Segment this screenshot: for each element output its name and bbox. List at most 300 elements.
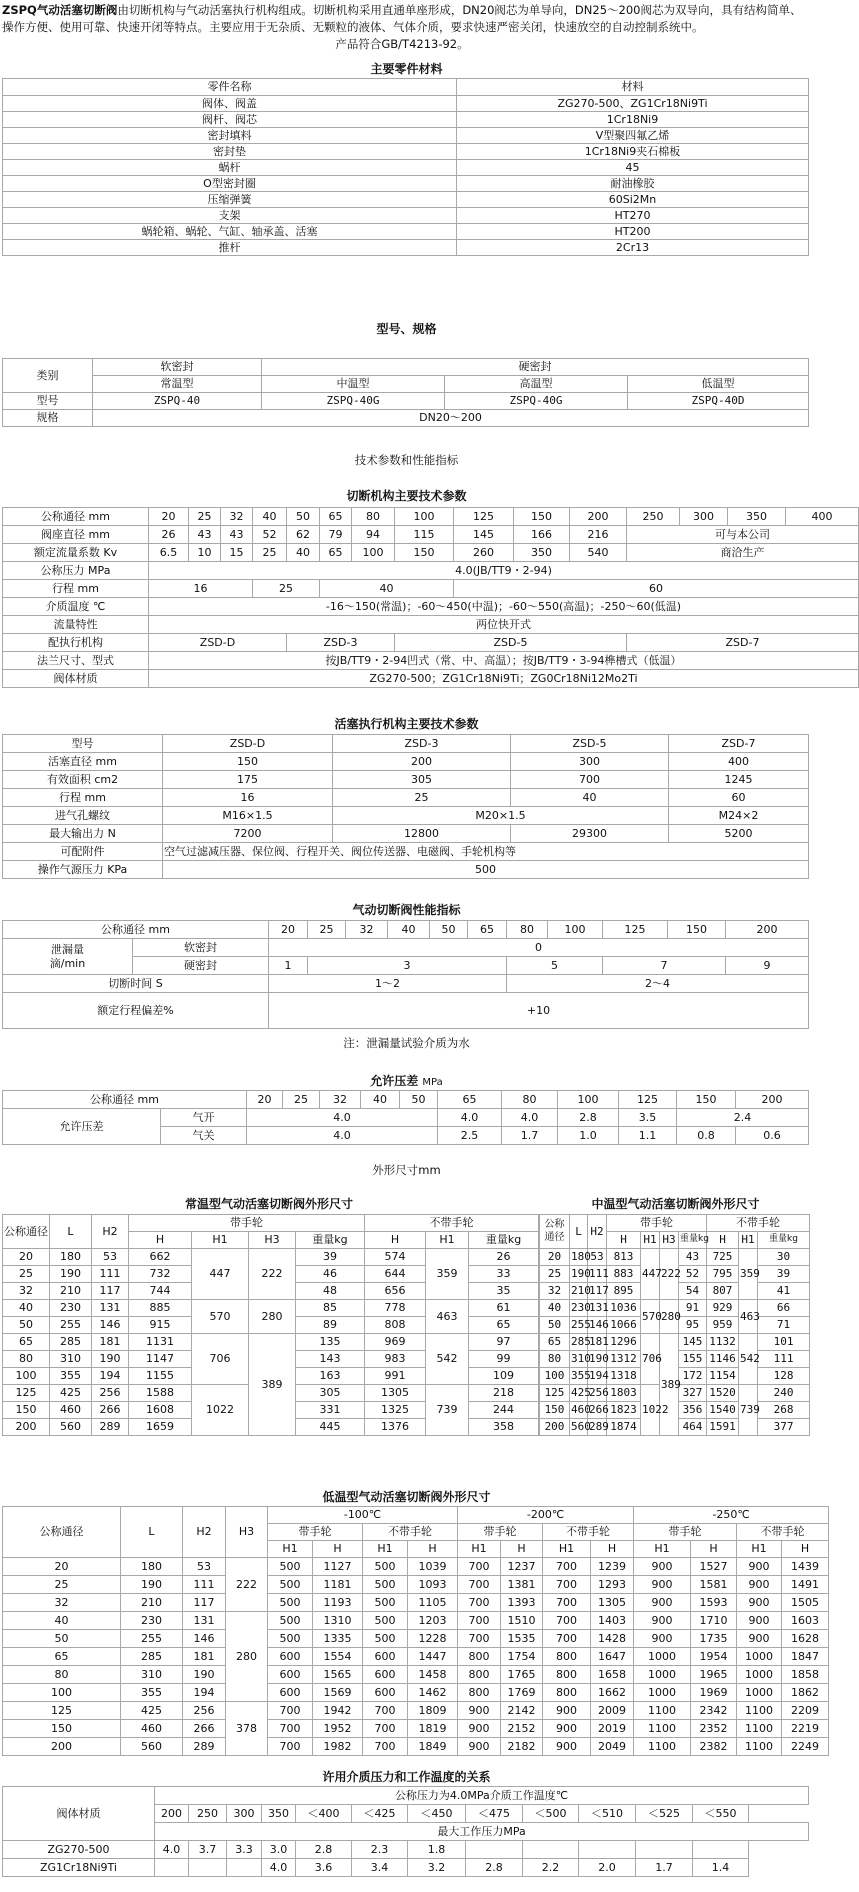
cut-consult-note: 可与本公司 <box>627 526 859 544</box>
pt-temp: ＜450 <box>408 1805 466 1823</box>
medium-H2: 190 <box>588 1351 607 1368</box>
normal-H1-nw: 542 <box>426 1334 469 1385</box>
air-open-6: 2.4 <box>677 1109 809 1127</box>
medium-dn: 65 <box>540 1334 570 1351</box>
model-medium: ZSPQ-40G <box>262 393 445 410</box>
parts-table <box>2 78 809 256</box>
cut-flow-label: 流量特性 <box>3 616 149 634</box>
low-dim-value: 1310 <box>313 1612 363 1630</box>
pt-relation-table <box>2 1786 809 1877</box>
low-dim-value: 700 <box>458 1594 501 1612</box>
pt-row1-value: 2.3 <box>352 1841 408 1859</box>
cut-material-label: 阀体材质 <box>3 670 149 688</box>
medium-H1-nw: 359 <box>739 1249 758 1300</box>
air-open-2: 4.0 <box>438 1109 502 1127</box>
normal-dn: 20 <box>3 1249 50 1266</box>
medium-H: 1066 <box>607 1317 641 1334</box>
normal-dn-header: 公称通径 <box>3 1215 50 1249</box>
model-label: 型号 <box>3 393 93 410</box>
allow-dn-value: 50 <box>400 1091 438 1109</box>
medium-H3-header: H3 <box>660 1232 679 1249</box>
medium-H2: 181 <box>588 1334 607 1351</box>
cut-dn-value: 50 <box>287 508 320 526</box>
normal-weight-nw: 99 <box>469 1351 539 1368</box>
normal-weight: 331 <box>296 1402 365 1419</box>
normal-L: 560 <box>50 1419 92 1436</box>
pt-row2-value: 3.4 <box>352 1859 408 1877</box>
pt-temp: ＜525 <box>636 1805 693 1823</box>
pt-row1-value: 4.0 <box>155 1841 189 1859</box>
pt-relation-title: 许用介质压力和工作温度的关系 <box>322 1770 491 1784</box>
performance-title: 气动切断阀性能指标 <box>352 903 461 917</box>
air-open-3: 4.0 <box>502 1109 558 1127</box>
low-dim-value: 700 <box>363 1702 408 1720</box>
normal-H2: 131 <box>92 1300 129 1317</box>
piston-area-label: 有效面积 cm2 <box>3 771 163 789</box>
cut-kv-value: 540 <box>570 544 627 562</box>
low-dn: 80 <box>3 1666 121 1684</box>
piston-accessories-label: 可配附件 <box>3 843 163 861</box>
low-dim-value: 1093 <box>408 1576 458 1594</box>
low-dim-value: 700 <box>268 1702 313 1720</box>
low-H2: 181 <box>183 1648 226 1666</box>
medium-H: 895 <box>607 1283 641 1300</box>
cut-dn-value: 250 <box>627 508 680 526</box>
allow-dn-value: 32 <box>320 1091 361 1109</box>
temp-medium: 中温型 <box>262 376 445 393</box>
low-dim-value: 600 <box>363 1648 408 1666</box>
piston-area-4: 1245 <box>669 771 809 789</box>
piston-force-2: 12800 <box>333 825 511 843</box>
normal-dn: 65 <box>3 1334 50 1351</box>
normal-H2: 111 <box>92 1266 129 1283</box>
low-dim-value: 1000 <box>634 1648 691 1666</box>
air-close-label: 气关 <box>161 1127 247 1145</box>
air-close-value: 1.1 <box>619 1127 677 1145</box>
models-title: 型号、规格 <box>376 322 437 336</box>
perf-dn-value: 100 <box>548 921 603 939</box>
low-dim-value: 1293 <box>591 1576 634 1594</box>
normal-H-nw: 644 <box>365 1266 426 1283</box>
medium-dn: 20 <box>540 1249 570 1266</box>
cut-actuator-3: ZSD-5 <box>395 634 627 652</box>
normal-dn: 32 <box>3 1283 50 1300</box>
low-dim-value: 600 <box>268 1666 313 1684</box>
medium-weight-nw: 101 <box>758 1334 810 1351</box>
cut-dn-value: 32 <box>221 508 253 526</box>
cut-seat-value: 216 <box>570 526 627 544</box>
medium-weight-nw: 71 <box>758 1317 810 1334</box>
air-open-1: 4.0 <box>247 1109 438 1127</box>
normal-H-nw: 574 <box>365 1249 426 1266</box>
piston-accessories-value: 空气过滤减压器、保位阀、行程开关、阀位传送器、电磁阀、手轮机构等 <box>163 843 809 861</box>
normal-H-nw: 1376 <box>365 1419 426 1436</box>
normal-H-nw-header: H <box>365 1232 426 1249</box>
low-dim-value: 1228 <box>408 1630 458 1648</box>
medium-H: 1312 <box>607 1351 641 1368</box>
allowable-dp-table <box>2 1090 809 1145</box>
medium-dn: 25 <box>540 1266 570 1283</box>
tech-params-title: 技术参数和性能指标 <box>354 453 459 467</box>
normal-H1-nw: 463 <box>426 1300 469 1334</box>
low-dim-value: 1769 <box>501 1684 543 1702</box>
low-dim-value: 1203 <box>408 1612 458 1630</box>
low-dim-value: 700 <box>543 1630 591 1648</box>
cut-dn-value: 200 <box>570 508 627 526</box>
low-H-header: H <box>313 1541 363 1558</box>
perf-dn-value: 25 <box>308 921 346 939</box>
cut-dn-value: 150 <box>514 508 570 526</box>
piston-port-label: 进气孔螺纹 <box>3 807 163 825</box>
pt-empty-cell <box>189 1859 227 1877</box>
low-H-header: H <box>591 1541 634 1558</box>
cut-seat-value: 62 <box>287 526 320 544</box>
medium-weight: 145 <box>679 1334 707 1351</box>
medium-dn-header <box>540 1215 570 1249</box>
performance-table <box>2 920 809 1029</box>
normal-H2: 53 <box>92 1249 129 1266</box>
piston-force-label: 最大输出力 N <box>3 825 163 843</box>
cut-mechanism-table <box>2 507 859 688</box>
normal-dn: 40 <box>3 1300 50 1317</box>
normal-H2: 194 <box>92 1368 129 1385</box>
low-dim-value: 900 <box>634 1612 691 1630</box>
models-table <box>2 358 809 427</box>
medium-H2: 131 <box>588 1300 607 1317</box>
low-dim-value: 700 <box>458 1612 501 1630</box>
cut-kv-value: 260 <box>454 544 514 562</box>
cut-seat-value: 26 <box>149 526 189 544</box>
part-material: 45 <box>457 160 809 176</box>
medium-H1-nw: 739 <box>739 1385 758 1436</box>
medium-weight-nw: 240 <box>758 1385 810 1402</box>
low-dim-value: 1105 <box>408 1594 458 1612</box>
normal-H-nw: 991 <box>365 1368 426 1385</box>
medium-H1: 706 <box>641 1334 660 1385</box>
normal-H-nw: 656 <box>365 1283 426 1300</box>
piston-area-2: 305 <box>333 771 511 789</box>
pt-empty-cell <box>155 1859 189 1877</box>
low-H-header: H <box>501 1541 543 1558</box>
medium-weight-nw: 39 <box>758 1266 810 1283</box>
pt-row2-label: ZG1Cr18Ni9Ti <box>3 1859 155 1877</box>
medium-H-header: H <box>607 1232 641 1249</box>
normal-H: 1608 <box>129 1402 192 1419</box>
category-label: 类别 <box>3 359 93 393</box>
low-dim-value: 1127 <box>313 1558 363 1576</box>
part-material: 60Si2Mn <box>457 192 809 208</box>
medium-L-header: L <box>570 1215 588 1249</box>
low-L: 255 <box>121 1630 183 1648</box>
low-dim-value: 1100 <box>737 1702 782 1720</box>
low-dim-value: 2352 <box>691 1720 737 1738</box>
low-without-wheel-header: 不带手轮 <box>363 1524 458 1541</box>
medium-wt-nw-header: 重量kg <box>758 1232 810 1249</box>
pt-empty-cell <box>466 1841 523 1859</box>
parts-header-name: 零件名称 <box>3 79 457 96</box>
cut-material-value: ZG270-500；ZG1Cr18Ni9Ti；ZG0Cr18Ni12Mo2Ti <box>149 670 859 688</box>
medium-L: 285 <box>570 1334 588 1351</box>
normal-L: 180 <box>50 1249 92 1266</box>
piston-force-4: 5200 <box>669 825 809 843</box>
low-dim-value: 1039 <box>408 1558 458 1576</box>
pt-row1-value: 3.0 <box>262 1841 296 1859</box>
medium-H3: 389 <box>660 1334 679 1436</box>
pt-row1-value: 3.3 <box>227 1841 262 1859</box>
low-dim-value: 500 <box>268 1558 313 1576</box>
low-dim-value: 900 <box>737 1612 782 1630</box>
medium-dn-header-1: 公称 <box>544 1219 565 1230</box>
normal-H1-nw-header: H1 <box>426 1232 469 1249</box>
low-dim-value: 1100 <box>737 1738 782 1756</box>
normal-dn: 50 <box>3 1317 50 1334</box>
normal-weight: 135 <box>296 1334 365 1351</box>
cut-seat-value: 145 <box>454 526 514 544</box>
model-high: ZSPQ-40G <box>445 393 628 410</box>
low-dim-value: 2049 <box>591 1738 634 1756</box>
hard-leak-2: 3 <box>308 957 507 975</box>
normal-H-nw: 969 <box>365 1334 426 1351</box>
cut-time-2: 2～4 <box>507 975 809 993</box>
piston-type-label: 型号 <box>3 735 163 753</box>
low-dim-value: 2249 <box>782 1738 829 1756</box>
piston-dia-1: 150 <box>163 753 333 771</box>
normal-weight: 85 <box>296 1300 365 1317</box>
medium-dn: 125 <box>540 1385 570 1402</box>
cut-flange-label: 法兰尺寸、型式 <box>3 652 149 670</box>
piston-dia-label: 活塞直径 mm <box>3 753 163 771</box>
low-L: 355 <box>121 1684 183 1702</box>
low-dim-value: 2382 <box>691 1738 737 1756</box>
medium-H1: 570 <box>641 1300 660 1334</box>
allow-dn-value: 150 <box>677 1091 736 1109</box>
perf-dn-value: 125 <box>603 921 668 939</box>
piston-stroke-3: 40 <box>511 789 669 807</box>
pt-empty-cell <box>693 1841 749 1859</box>
cut-dn-value: 20 <box>149 508 189 526</box>
cut-kv-label: 额定流量系数 Kv <box>3 544 149 562</box>
piston-title: 活塞执行机构主要技术参数 <box>334 717 479 731</box>
normal-weight-nw: 33 <box>469 1266 539 1283</box>
normal-weight-nw: 35 <box>469 1283 539 1300</box>
low-dim-value: 1710 <box>691 1612 737 1630</box>
low-dim-value: 1239 <box>591 1558 634 1576</box>
low-dim-value: 1581 <box>691 1576 737 1594</box>
normal-weight: 445 <box>296 1419 365 1436</box>
perf-dn-value: 50 <box>430 921 468 939</box>
part-material: HT200 <box>457 224 809 240</box>
medium-H1-nw-header: H1 <box>739 1232 758 1249</box>
low-dim-value: 500 <box>268 1630 313 1648</box>
medium-H: 1296 <box>607 1334 641 1351</box>
medium-weight: 155 <box>679 1351 707 1368</box>
medium-L: 230 <box>570 1300 588 1317</box>
pt-empty-cell <box>523 1841 579 1859</box>
cut-seat-value: 52 <box>253 526 287 544</box>
medium-wt-header: 重量kg <box>679 1232 707 1249</box>
air-close-value: 1.7 <box>502 1127 558 1145</box>
medium-H: 883 <box>607 1266 641 1283</box>
medium-weight: 172 <box>679 1368 707 1385</box>
normal-weight-nw: 61 <box>469 1300 539 1317</box>
low-dn: 50 <box>3 1630 121 1648</box>
low-dim-value: 1491 <box>782 1576 829 1594</box>
low-dim-value: 900 <box>543 1720 591 1738</box>
normal-H1-header: H1 <box>192 1232 249 1249</box>
low-H2: 53 <box>183 1558 226 1576</box>
piston-type-3: ZSD-5 <box>511 735 669 753</box>
low-dim-value: 700 <box>543 1576 591 1594</box>
low-dim-value: 500 <box>363 1612 408 1630</box>
medium-weight: 54 <box>679 1283 707 1300</box>
cut-seat-label: 阀座直径 mm <box>3 526 149 544</box>
allow-dn-value: 80 <box>502 1091 558 1109</box>
part-name: O型密封圈 <box>3 176 457 192</box>
low-dim-value: 900 <box>543 1702 591 1720</box>
leakage-label-1: 泄漏量 <box>51 942 84 956</box>
cut-seat-value: 43 <box>221 526 253 544</box>
pt-row1-value: 3.7 <box>189 1841 227 1859</box>
air-open-label: 气开 <box>161 1109 247 1127</box>
pt-row2-value: 1.4 <box>693 1859 749 1877</box>
normal-weight-nw: 26 <box>469 1249 539 1266</box>
low-outline-table <box>2 1506 829 1756</box>
low-dim-value: 1100 <box>634 1720 691 1738</box>
soft-seal-label: 软密封 <box>93 359 262 376</box>
medium-weight-nw: 268 <box>758 1402 810 1419</box>
medium-H2: 194 <box>588 1368 607 1385</box>
low-dim-value: 1403 <box>591 1612 634 1630</box>
normal-weight: 143 <box>296 1351 365 1368</box>
normal-H1: 447 <box>192 1249 249 1300</box>
air-close-value: 0.8 <box>677 1127 736 1145</box>
pt-temp: ＜425 <box>352 1805 408 1823</box>
cut-dn-value: 25 <box>189 508 221 526</box>
normal-weight: 48 <box>296 1283 365 1300</box>
low-H1-header: H1 <box>268 1541 313 1558</box>
low-dim-value: 1237 <box>501 1558 543 1576</box>
medium-L: 460 <box>570 1402 588 1419</box>
low-dim-value: 900 <box>458 1702 501 1720</box>
part-material: HT270 <box>457 208 809 224</box>
piston-force-3: 29300 <box>511 825 669 843</box>
low-L: 460 <box>121 1720 183 1738</box>
hard-leak-4: 7 <box>603 957 726 975</box>
normal-L: 255 <box>50 1317 92 1334</box>
normal-dn: 150 <box>3 1402 50 1419</box>
medium-H: 1036 <box>607 1300 641 1317</box>
normal-H: 1588 <box>129 1385 192 1402</box>
normal-H-nw: 983 <box>365 1351 426 1368</box>
low-dim-value: 900 <box>737 1594 782 1612</box>
pt-row2-value: 4.0 <box>262 1859 296 1877</box>
pt-top-header: 公称压力为4.0MPa介质工作温度℃ <box>155 1787 809 1805</box>
low-dn: 25 <box>3 1576 121 1594</box>
low-dim-value: 1658 <box>591 1666 634 1684</box>
air-close-value: 1.0 <box>558 1127 619 1145</box>
medium-weight-nw: 377 <box>758 1419 810 1436</box>
temp-high: 高温型 <box>445 376 628 393</box>
pt-temp: ＜510 <box>579 1805 636 1823</box>
medium-H2: 266 <box>588 1402 607 1419</box>
cut-seat-value: 94 <box>352 526 395 544</box>
pt-temp: 300 <box>227 1805 262 1823</box>
cut-flange-value: 按JB/TT9・2-94凹式（常、中、高温）；按JB/TT9・3-94榫槽式（低温） <box>149 652 859 670</box>
cut-pn-value: 4.0(JB/TT9・2-94) <box>149 562 859 580</box>
allowable-dp-title <box>0 1074 813 1090</box>
medium-H: 1874 <box>607 1419 641 1436</box>
medium-L: 210 <box>570 1283 588 1300</box>
low-dim-value: 1181 <box>313 1576 363 1594</box>
low-dim-value: 500 <box>363 1630 408 1648</box>
low-dn: 125 <box>3 1702 121 1720</box>
medium-H-nw: 1146 <box>707 1351 739 1368</box>
part-name: 密封填料 <box>3 128 457 144</box>
cut-seat-value: 79 <box>320 526 352 544</box>
leakage-label-2: 滴/min <box>49 956 86 970</box>
cut-pn-label: 公称压力 MPa <box>3 562 149 580</box>
perf-dn-value: 80 <box>507 921 548 939</box>
normal-H: 1659 <box>129 1419 192 1436</box>
normal-H-nw: 808 <box>365 1317 426 1334</box>
normal-weight-nw: 244 <box>469 1402 539 1419</box>
low-dim-value: 1862 <box>782 1684 829 1702</box>
cut-actuator-2: ZSD-3 <box>287 634 395 652</box>
low-dim-value: 700 <box>458 1558 501 1576</box>
low-dim-value: 1569 <box>313 1684 363 1702</box>
low-H3-header: H3 <box>226 1507 268 1558</box>
normal-H1: 570 <box>192 1300 249 1334</box>
low-temp-200: -200℃ <box>458 1507 634 1524</box>
low-dim-value: 700 <box>458 1630 501 1648</box>
low-dim-value: 800 <box>543 1684 591 1702</box>
low-dim-value: 1505 <box>782 1594 829 1612</box>
medium-H-nw: 1132 <box>707 1334 739 1351</box>
normal-outline-title: 常温型气动活塞切断阀外形尺寸 <box>184 1197 353 1211</box>
low-dim-value: 1954 <box>691 1648 737 1666</box>
low-dim-value: 1593 <box>691 1594 737 1612</box>
cut-dn-value: 80 <box>352 508 395 526</box>
medium-H-nw: 1540 <box>707 1402 739 1419</box>
model-normal: ZSPQ-40 <box>93 393 262 410</box>
low-dim-value: 1462 <box>408 1684 458 1702</box>
allow-label: 允许压差 <box>3 1109 161 1145</box>
perf-dn-value: 20 <box>269 921 308 939</box>
low-dim-value: 500 <box>268 1612 313 1630</box>
spec-label: 规格 <box>3 410 93 427</box>
normal-L: 230 <box>50 1300 92 1317</box>
air-close-value: 0.6 <box>736 1127 809 1145</box>
low-dim-value: 600 <box>363 1666 408 1684</box>
low-dim-value: 500 <box>363 1558 408 1576</box>
low-H2: 190 <box>183 1666 226 1684</box>
normal-H: 1147 <box>129 1351 192 1368</box>
medium-H: 813 <box>607 1249 641 1266</box>
medium-H3: 280 <box>660 1300 679 1334</box>
low-dim-value: 700 <box>268 1738 313 1756</box>
medium-L: 560 <box>570 1419 588 1436</box>
low-dim-value: 900 <box>737 1630 782 1648</box>
piston-dia-3: 300 <box>511 753 669 771</box>
low-dim-value: 700 <box>268 1720 313 1738</box>
low-H1-header: H1 <box>634 1541 691 1558</box>
medium-dn: 40 <box>540 1300 570 1317</box>
low-dim-value: 800 <box>458 1648 501 1666</box>
model-low: ZSPQ-40D <box>628 393 809 410</box>
pt-wp-header: 最大工作压力MPa <box>155 1823 809 1841</box>
medium-L: 355 <box>570 1368 588 1385</box>
low-dim-value: 1000 <box>737 1684 782 1702</box>
